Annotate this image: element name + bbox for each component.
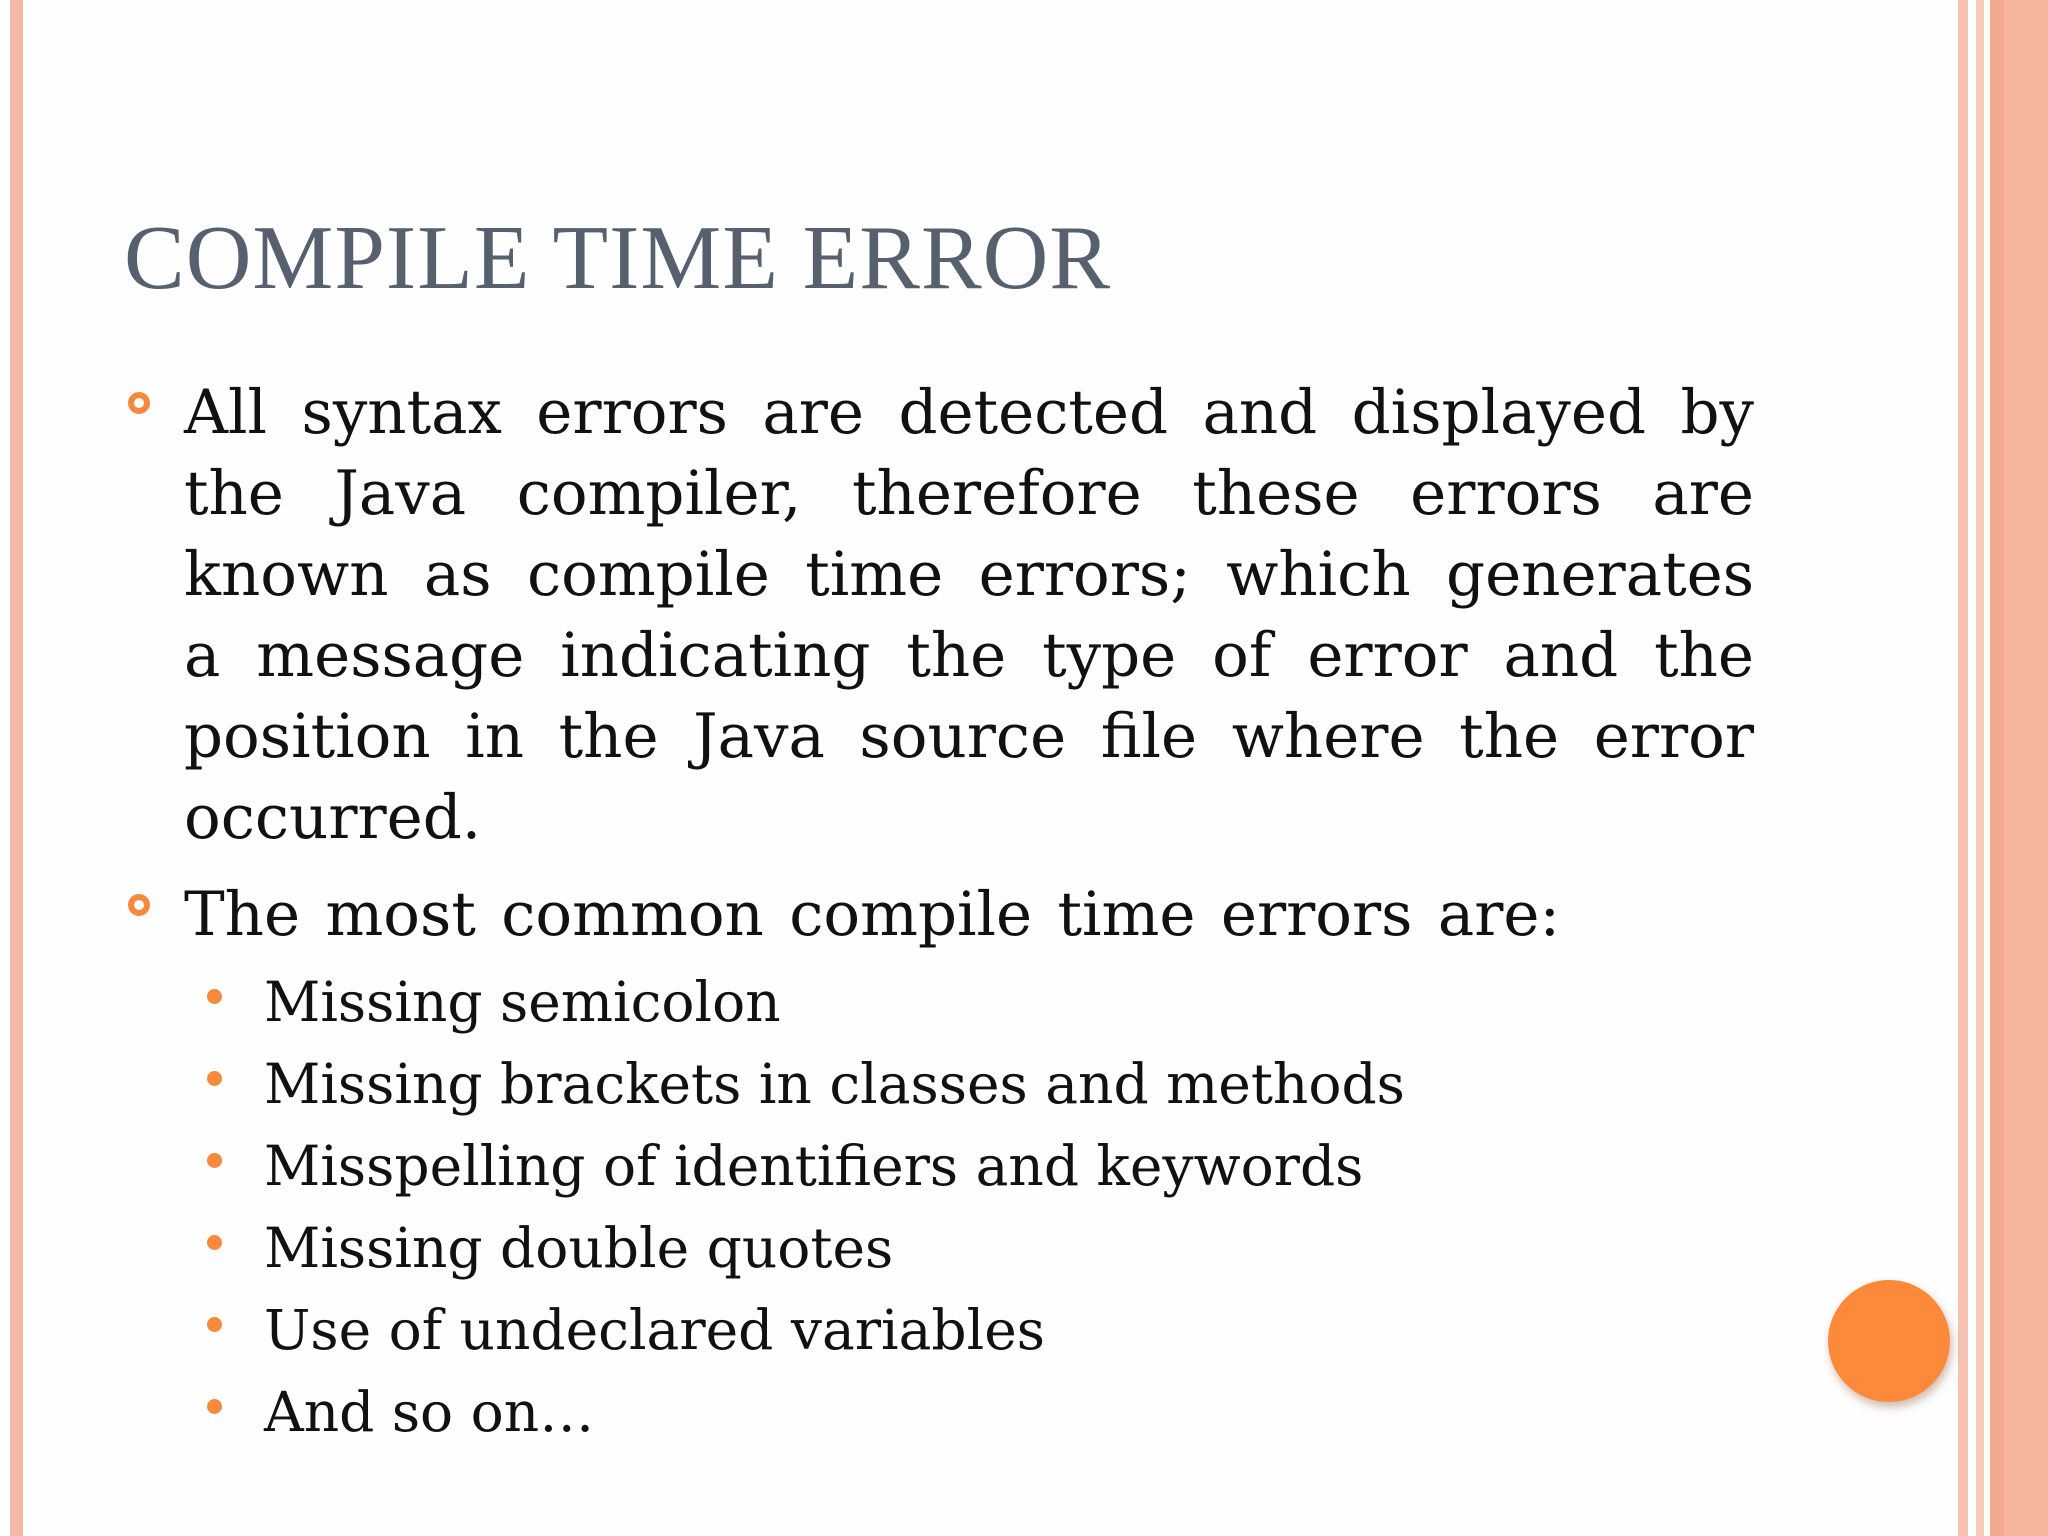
- sub-bullet-text: And so on…: [264, 1380, 595, 1444]
- sub-bullet-item: [124, 1043, 1754, 1125]
- bullet-text: The most common compile time errors are:: [184, 879, 1561, 950]
- slide-content: [124, 372, 1754, 1453]
- bullet-item: [124, 372, 1754, 858]
- sub-bullet-text: Use of undeclared variables: [264, 1298, 1045, 1362]
- hollow-circle-bullet-icon: [128, 392, 150, 414]
- dot-bullet-icon: [207, 1399, 222, 1414]
- sub-bullet-item: [124, 961, 1754, 1043]
- sub-bullet-text: Misspelling of identifiers and keywords: [264, 1134, 1364, 1198]
- bullet-item: [124, 874, 1754, 955]
- dot-bullet-icon: [207, 1317, 222, 1332]
- sub-bullet-list: [124, 961, 1754, 1453]
- sub-bullet-text: Missing semicolon: [264, 970, 781, 1034]
- dot-bullet-icon: [207, 1153, 222, 1168]
- dot-bullet-icon: [207, 1235, 222, 1250]
- slide-title: COMPILE TIME ERROR: [124, 207, 1112, 308]
- bullet-text: All syntax errors are detected and displayed by the Java compiler, therefore these errors are known as compile time errors; which generates a message indicating the type of error and the position in the Java source file where the error occurred.: [184, 377, 1754, 853]
- right-decorative-stripe: [1990, 0, 2004, 1536]
- dot-bullet-icon: [207, 1071, 222, 1086]
- dot-bullet-icon: [207, 989, 222, 1004]
- right-decorative-stripe: [1958, 0, 1968, 1536]
- left-decorative-bar: [10, 0, 23, 1536]
- hollow-circle-bullet-icon: [128, 894, 150, 916]
- sub-bullet-item: [124, 1207, 1754, 1289]
- right-decorative-stripe: [1976, 0, 1984, 1536]
- right-decorative-stripe: [2004, 0, 2048, 1536]
- sub-bullet-text: Missing double quotes: [264, 1216, 894, 1280]
- sub-bullet-item: [124, 1125, 1754, 1207]
- sub-bullet-item: [124, 1371, 1754, 1453]
- orange-circle-decoration: [1828, 1280, 1950, 1402]
- sub-bullet-text: Missing brackets in classes and methods: [264, 1052, 1405, 1116]
- sub-bullet-item: [124, 1289, 1754, 1371]
